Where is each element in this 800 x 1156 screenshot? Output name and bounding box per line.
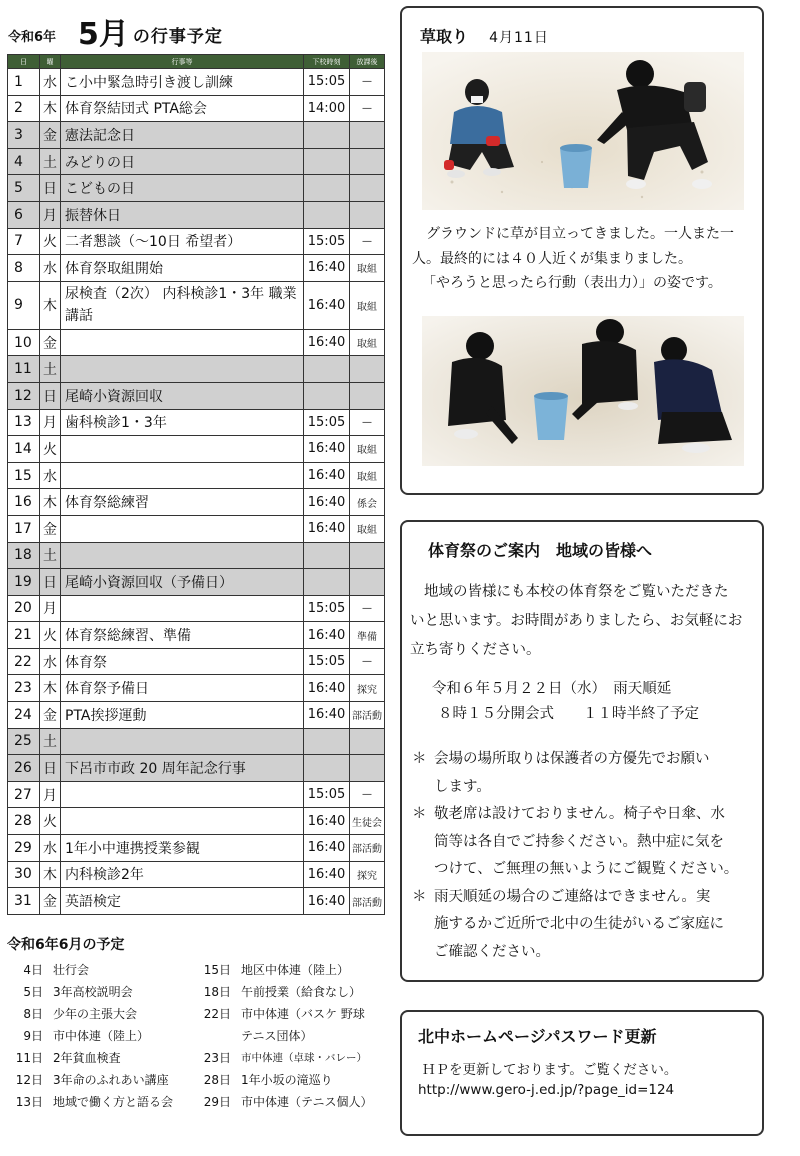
table-row (8, 888, 385, 915)
list-item (195, 980, 379, 1002)
event-cell (61, 356, 304, 383)
june-event: 3年命のふれあい講座 (53, 1072, 169, 1087)
after-school-cell: — (350, 595, 385, 622)
after-school-cell (350, 755, 385, 782)
day-cell: 14 (8, 436, 40, 463)
time-cell (304, 148, 350, 175)
june-day: 8日 (23, 1006, 43, 1021)
weeding-title: 草取り (420, 27, 469, 46)
weekday-cell: 土 (40, 356, 61, 383)
table-row (8, 542, 385, 569)
weekday-cell: 水 (40, 462, 61, 489)
time-cell: 15:05 (304, 69, 350, 96)
note-line: 敬老席は設けておりません。椅子や日傘、水 (434, 806, 725, 822)
weekday-cell: 金 (40, 702, 61, 729)
weekday-cell: 火 (40, 436, 61, 463)
time-cell: 16:40 (304, 436, 350, 463)
event-cell: 体育祭総練習、準備 (61, 622, 304, 649)
sports-day-date (432, 677, 699, 727)
table-row (8, 675, 385, 702)
time-cell: 16:40 (304, 462, 350, 489)
table-row (8, 409, 385, 436)
weekday-cell: 金 (40, 329, 61, 356)
weekday-cell: 月 (40, 409, 61, 436)
time-cell: 16:40 (304, 888, 350, 915)
day-cell: 7 (8, 228, 40, 255)
after-school-cell: 生徒会 (350, 808, 385, 835)
table-row (8, 728, 385, 755)
weekday-cell: 金 (40, 515, 61, 542)
after-school-cell (350, 569, 385, 596)
june-event: 1年小坂の滝巡り (241, 1072, 333, 1087)
table-row (8, 356, 385, 383)
time-cell: 16:40 (304, 808, 350, 835)
time-cell: 16:40 (304, 255, 350, 282)
weekday-cell: 水 (40, 69, 61, 96)
june-event: テニス団体） (241, 1028, 313, 1043)
note-item (412, 801, 764, 884)
event-cell: 英語検定 (61, 888, 304, 915)
sports-day-intro (410, 578, 762, 665)
day-cell: 4 (8, 148, 40, 175)
note-line: つけて、ご無理の無いようにご観覧ください。 (434, 861, 739, 877)
list-item (195, 1068, 379, 1090)
june-event: 地域で働く方と語る会 (53, 1094, 174, 1109)
after-school-cell: 取組 (350, 281, 385, 329)
weekday-cell: 月 (40, 201, 61, 228)
weekday-cell: 日 (40, 175, 61, 202)
after-school-cell: 部活動 (350, 835, 385, 862)
event-cell (61, 781, 304, 808)
after-school-cell (350, 148, 385, 175)
after-school-cell: 取組 (350, 329, 385, 356)
note-line: 会場の場所取りは保護者の方優先でお願い (434, 751, 710, 767)
after-school-cell (350, 728, 385, 755)
table-row (8, 569, 385, 596)
june-day: 28日 (203, 1072, 231, 1087)
event-cell: 尿検査（2次） 内科検診1・3年 職業講話 (61, 281, 304, 329)
weekday-cell: 火 (40, 622, 61, 649)
event-cell (61, 329, 304, 356)
table-row (8, 622, 385, 649)
weekday-cell: 金 (40, 122, 61, 149)
calendar-month: 5月 (78, 17, 129, 52)
table-row (8, 175, 385, 202)
time-cell: 15:05 (304, 595, 350, 622)
event-cell: PTA挨拶運動 (61, 702, 304, 729)
day-cell: 1 (8, 69, 40, 96)
day-cell: 21 (8, 622, 40, 649)
weekday-cell: 日 (40, 755, 61, 782)
june-event: 市中体連（バスケ 野球 (241, 1006, 365, 1021)
time-cell (304, 542, 350, 569)
note-line: 筒等は各自でご持参ください。熱中症に気を (434, 833, 724, 850)
june-event: 壮行会 (53, 962, 90, 977)
list-item (7, 1002, 195, 1024)
weekday-cell: 火 (40, 228, 61, 255)
time-cell: 15:05 (304, 228, 350, 255)
intro-line: いと思います。お時間がありましたら、お気軽にお (410, 613, 743, 629)
table-row (8, 382, 385, 409)
event-cell: 体育祭予備日 (61, 675, 304, 702)
day-cell: 6 (8, 201, 40, 228)
event-cell (61, 808, 304, 835)
june-event: 午前授業（給食なし） (241, 984, 362, 999)
weekday-cell: 月 (40, 781, 61, 808)
june-right-list (195, 958, 379, 1112)
weekday-cell: 木 (40, 281, 61, 329)
asterisk-icon: ＊ (412, 751, 427, 767)
time-cell: 15:05 (304, 648, 350, 675)
event-cell: 下呂市市政 20 周年記念行事 (61, 755, 304, 782)
event-cell (61, 728, 304, 755)
list-item (7, 1090, 195, 1112)
after-school-cell (350, 542, 385, 569)
table-row (8, 255, 385, 282)
table-row (8, 595, 385, 622)
weeding-line: 人。最終的には４０人近くが集まりました。 (412, 250, 692, 267)
homepage-url-link[interactable]: http://www.gero-j.ed.jp/?page_id=124 (418, 1082, 675, 1098)
day-cell: 17 (8, 515, 40, 542)
table-row (8, 781, 385, 808)
day-cell: 18 (8, 542, 40, 569)
intro-line: 立ち寄りください。 (410, 642, 541, 658)
day-cell: 24 (8, 702, 40, 729)
note-item (412, 746, 764, 801)
may-schedule-table (7, 54, 385, 915)
table-row (8, 702, 385, 729)
table-row (8, 69, 385, 96)
calendar-era: 令和6年 (8, 30, 57, 45)
time-cell: 16:40 (304, 835, 350, 862)
time-cell: 16:40 (304, 702, 350, 729)
time-cell (304, 569, 350, 596)
weekday-cell: 土 (40, 728, 61, 755)
time-cell (304, 382, 350, 409)
weekday-cell: 金 (40, 888, 61, 915)
weekday-cell: 日 (40, 382, 61, 409)
date-line: 令和６年５月２２日（水） 雨天順延 (432, 681, 672, 697)
time-cell: 16:40 (304, 675, 350, 702)
after-school-cell (350, 356, 385, 383)
weekday-cell: 水 (40, 648, 61, 675)
table-row (8, 281, 385, 329)
june-title: 令和6年6月の予定 (7, 937, 125, 953)
event-cell: 歯科検診1・3年 (61, 409, 304, 436)
asterisk-icon: ＊ (412, 806, 427, 822)
note-text (434, 746, 764, 801)
list-item (7, 1068, 195, 1090)
june-day: 18日 (203, 984, 231, 999)
event-cell (61, 595, 304, 622)
header-weekday: 曜 (40, 55, 61, 69)
time-cell: 14:00 (304, 95, 350, 122)
list-item (195, 958, 379, 980)
weeding-date: 4月11日 (489, 30, 549, 46)
june-day: 11日 (15, 1050, 43, 1065)
time-cell (304, 356, 350, 383)
weeding-line: 「やろうと思ったら行動（表出力）」の姿です。 (422, 275, 722, 291)
time-cell: 15:05 (304, 781, 350, 808)
after-school-cell: 取組 (350, 462, 385, 489)
weekday-cell: 水 (40, 255, 61, 282)
day-cell: 23 (8, 675, 40, 702)
table-row (8, 228, 385, 255)
note-item (412, 884, 764, 967)
weeding-heading (420, 24, 549, 47)
after-school-cell (350, 201, 385, 228)
header-event: 行事等 (61, 55, 304, 69)
june-event: 2年貧血検査 (53, 1050, 121, 1065)
table-row (8, 835, 385, 862)
day-cell: 8 (8, 255, 40, 282)
list-item (195, 1046, 379, 1068)
after-school-cell: 部活動 (350, 888, 385, 915)
event-cell: 体育祭取組開始 (61, 255, 304, 282)
weekday-cell: 月 (40, 595, 61, 622)
after-school-cell: 取組 (350, 255, 385, 282)
after-school-cell: — (350, 781, 385, 808)
note-text (434, 884, 764, 967)
table-row (8, 436, 385, 463)
table-row (8, 201, 385, 228)
time-cell: 16:40 (304, 329, 350, 356)
weekday-cell: 土 (40, 542, 61, 569)
event-cell: 内科検診2年 (61, 861, 304, 888)
june-event: 地区中体連（陸上） (241, 962, 350, 977)
day-cell: 26 (8, 755, 40, 782)
header-after: 放課後 (350, 55, 385, 69)
weeding-panel (400, 6, 764, 495)
after-school-cell: — (350, 228, 385, 255)
day-cell: 3 (8, 122, 40, 149)
day-cell: 9 (8, 281, 40, 329)
june-event: 市中体連（陸上） (53, 1028, 150, 1043)
list-item (195, 1024, 379, 1046)
after-school-cell (350, 175, 385, 202)
event-cell: こ小中緊急時引き渡し訓練 (61, 69, 304, 96)
calendar-title (8, 14, 223, 50)
day-cell: 22 (8, 648, 40, 675)
homepage-panel (400, 1010, 764, 1136)
weeding-photo-top (422, 52, 744, 210)
event-cell: 体育祭総練習 (61, 489, 304, 516)
day-cell: 29 (8, 835, 40, 862)
june-day: 15日 (203, 962, 231, 977)
time-cell: 15:05 (304, 409, 350, 436)
event-cell: こどもの日 (61, 175, 304, 202)
time-cell (304, 728, 350, 755)
june-day: 22日 (203, 1006, 231, 1021)
table-row (8, 462, 385, 489)
day-cell: 20 (8, 595, 40, 622)
day-cell: 16 (8, 489, 40, 516)
june-event: 市中体連（卓球・バレー） (241, 1051, 367, 1064)
date-line: ８時１５分開会式 １１時半終了予定 (438, 706, 699, 722)
table-row (8, 148, 385, 175)
event-cell: 尾崎小資源回収（予備日） (61, 569, 304, 596)
june-day: 5日 (23, 984, 43, 999)
day-cell: 5 (8, 175, 40, 202)
table-header-row (8, 55, 385, 69)
time-cell: 16:40 (304, 622, 350, 649)
june-schedule (7, 934, 379, 1112)
time-cell (304, 201, 350, 228)
event-cell: 尾崎小資源回収 (61, 382, 304, 409)
after-school-cell: 部活動 (350, 702, 385, 729)
time-cell: 16:40 (304, 861, 350, 888)
weekday-cell: 火 (40, 808, 61, 835)
day-cell: 11 (8, 356, 40, 383)
day-cell: 25 (8, 728, 40, 755)
event-cell (61, 462, 304, 489)
time-cell (304, 122, 350, 149)
list-item (195, 1090, 379, 1112)
after-school-cell: 探究 (350, 675, 385, 702)
homepage-title: 北中ホームページパスワード更新 (418, 1027, 657, 1046)
intro-line: 地域の皆様にも本校の体育祭をご覧いただきた (424, 584, 729, 600)
day-cell: 19 (8, 569, 40, 596)
time-cell: 16:40 (304, 515, 350, 542)
after-school-cell: 取組 (350, 436, 385, 463)
after-school-cell (350, 382, 385, 409)
day-cell: 30 (8, 861, 40, 888)
weeding-line: グラウンドに草が目立ってきました。一人また一 (426, 226, 734, 242)
asterisk-icon: ＊ (412, 888, 427, 905)
june-day: 29日 (203, 1094, 231, 1109)
homepage-message: ＨＰを更新しております。ご覧ください。 (422, 1062, 678, 1078)
table-row (8, 489, 385, 516)
after-school-cell: 準備 (350, 622, 385, 649)
after-school-cell: 探究 (350, 861, 385, 888)
june-event: 3年高校説明会 (53, 984, 133, 999)
event-cell (61, 542, 304, 569)
event-cell: みどりの日 (61, 148, 304, 175)
weekday-cell: 木 (40, 861, 61, 888)
list-item (7, 1046, 195, 1068)
after-school-cell: — (350, 409, 385, 436)
sports-day-title: 体育祭のご案内 地域の皆様へ (428, 541, 653, 560)
table-row (8, 755, 385, 782)
sports-day-panel (400, 520, 764, 982)
event-cell: 振替休日 (61, 201, 304, 228)
event-cell: 体育祭結団式 PTA総会 (61, 95, 304, 122)
table-row (8, 648, 385, 675)
weeding-photo-bottom (422, 316, 744, 466)
list-item (7, 980, 195, 1002)
table-row (8, 861, 385, 888)
day-cell: 15 (8, 462, 40, 489)
june-day: 13日 (15, 1094, 43, 1109)
note-line: 雨天順延の場合のご連絡はできません。実 (434, 888, 711, 905)
after-school-cell: — (350, 648, 385, 675)
june-day: 4日 (23, 962, 43, 977)
day-cell: 13 (8, 409, 40, 436)
weekday-cell: 日 (40, 569, 61, 596)
table-row (8, 329, 385, 356)
june-day: 12日 (15, 1072, 43, 1087)
day-cell: 2 (8, 95, 40, 122)
event-cell (61, 436, 304, 463)
day-cell: 27 (8, 781, 40, 808)
after-school-cell: — (350, 95, 385, 122)
table-row (8, 95, 385, 122)
event-cell: 1年小中連携授業参観 (61, 835, 304, 862)
note-line: します。 (434, 778, 491, 795)
day-cell: 28 (8, 808, 40, 835)
header-day: 日 (8, 55, 40, 69)
event-cell (61, 515, 304, 542)
header-time: 下校時刻 (304, 55, 350, 69)
after-school-cell (350, 122, 385, 149)
day-cell: 10 (8, 329, 40, 356)
event-cell: 二者懇談（～10日 希望者） (61, 228, 304, 255)
event-cell: 憲法記念日 (61, 122, 304, 149)
june-day: 9日 (23, 1028, 43, 1043)
time-cell (304, 175, 350, 202)
june-event: 少年の主張大会 (53, 1006, 138, 1021)
after-school-cell: 取組 (350, 515, 385, 542)
time-cell (304, 755, 350, 782)
event-cell: 体育祭 (61, 648, 304, 675)
table-row (8, 122, 385, 149)
weeding-text (412, 222, 758, 296)
day-cell: 31 (8, 888, 40, 915)
weekday-cell: 木 (40, 95, 61, 122)
day-cell: 12 (8, 382, 40, 409)
list-item (7, 1024, 195, 1046)
note-line: 施するかご近所で北中の生徒がいるご家庭に (434, 916, 724, 932)
sports-day-notes (412, 746, 764, 966)
table-row (8, 808, 385, 835)
june-event: 市中体連（テニス個人） (241, 1094, 373, 1109)
time-cell: 16:40 (304, 489, 350, 516)
table-row (8, 515, 385, 542)
calendar-title-suffix: の行事予定 (132, 27, 223, 47)
time-cell: 16:40 (304, 281, 350, 329)
june-day: 23日 (203, 1050, 231, 1065)
weekday-cell: 木 (40, 675, 61, 702)
after-school-cell: 係会 (350, 489, 385, 516)
weekday-cell: 土 (40, 148, 61, 175)
weekday-cell: 水 (40, 835, 61, 862)
note-text (434, 801, 764, 884)
june-left-list (7, 958, 195, 1112)
list-item (7, 958, 195, 980)
weekday-cell: 木 (40, 489, 61, 516)
list-item (195, 1002, 379, 1024)
after-school-cell: — (350, 69, 385, 96)
note-line: ご確認ください。 (434, 943, 550, 960)
